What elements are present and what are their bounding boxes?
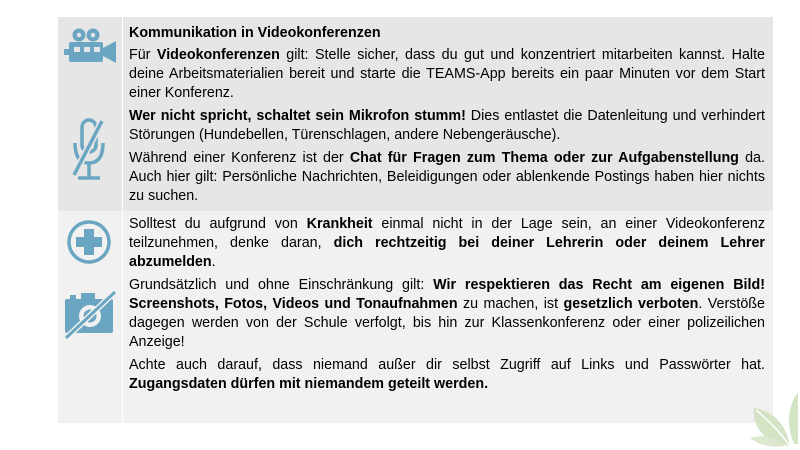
leaf-logo-icon <box>746 388 798 448</box>
paragraph-recht-am-bild: Grundsätzlich und ohne Einschränkung gilt: Wir respektieren das Recht am eigenen Bild! Screenshots, Fotos, Videos und Tonaufnahmen zu machen, ist gesetzlich verboten. Verstöße dagegen werden von der Schule verfolgt, bis hin zur Klassenkonferenz oder einer polizeilichen Anzeige! <box>129 277 765 350</box>
no-camera-icon <box>62 287 118 339</box>
row-2-text <box>123 211 773 423</box>
paragraph-chat: Während einer Konferenz ist der Chat für Fragen zum Thema oder zur Aufgabenstellung da. Auch hier gilt: Persönliche Nachrichten, Beleidigungen oder ablenkende Postings haben hier nichts zu suchen. <box>129 150 765 204</box>
section-title: Kommunikation in Videokonferenzen <box>129 25 381 41</box>
rules-table <box>58 17 773 423</box>
paragraph-videokonferenzen: Für Videokonferenzen gilt: Stelle sicher, dass du gut und konzentriert mitarbeiten kannst. Halte deine Arbeitsmaterialien bereit und starte die TEAMS-App bereits ein paar Minuten vor dem Start einer Konferenz. <box>129 47 765 101</box>
icon-column <box>58 17 123 211</box>
row-1-text <box>123 17 773 211</box>
icon-column <box>58 211 123 423</box>
paragraph-zugangsdaten: Achte auch darauf, dass niemand außer dir selbst Zugriff auf Links und Passwörter hat. Zugangsdaten dürfen mit niemandem geteilt werden. <box>129 357 765 392</box>
video-camera-icon <box>64 27 118 67</box>
table-row <box>58 17 773 211</box>
paragraph-mikrofon: Wer nicht spricht, schaltet sein Mikrofon stumm! Dies entlastet die Datenleitung und verhindert Störungen (Hundebellen, Türenschlagen, andere Nebengeräusche). <box>129 108 765 143</box>
muted-microphone-icon <box>68 117 112 187</box>
paragraph-krankheit: Solltest du aufgrund von Krankheit einmal nicht in der Lage sein, an einer Videokonferenz teilzunehmen, denke daran, dich rechtzeitig bei deiner Lehrerin oder deinem Lehrer abzumelden. <box>129 216 766 270</box>
table-row <box>58 211 773 423</box>
medical-cross-icon <box>66 219 112 265</box>
